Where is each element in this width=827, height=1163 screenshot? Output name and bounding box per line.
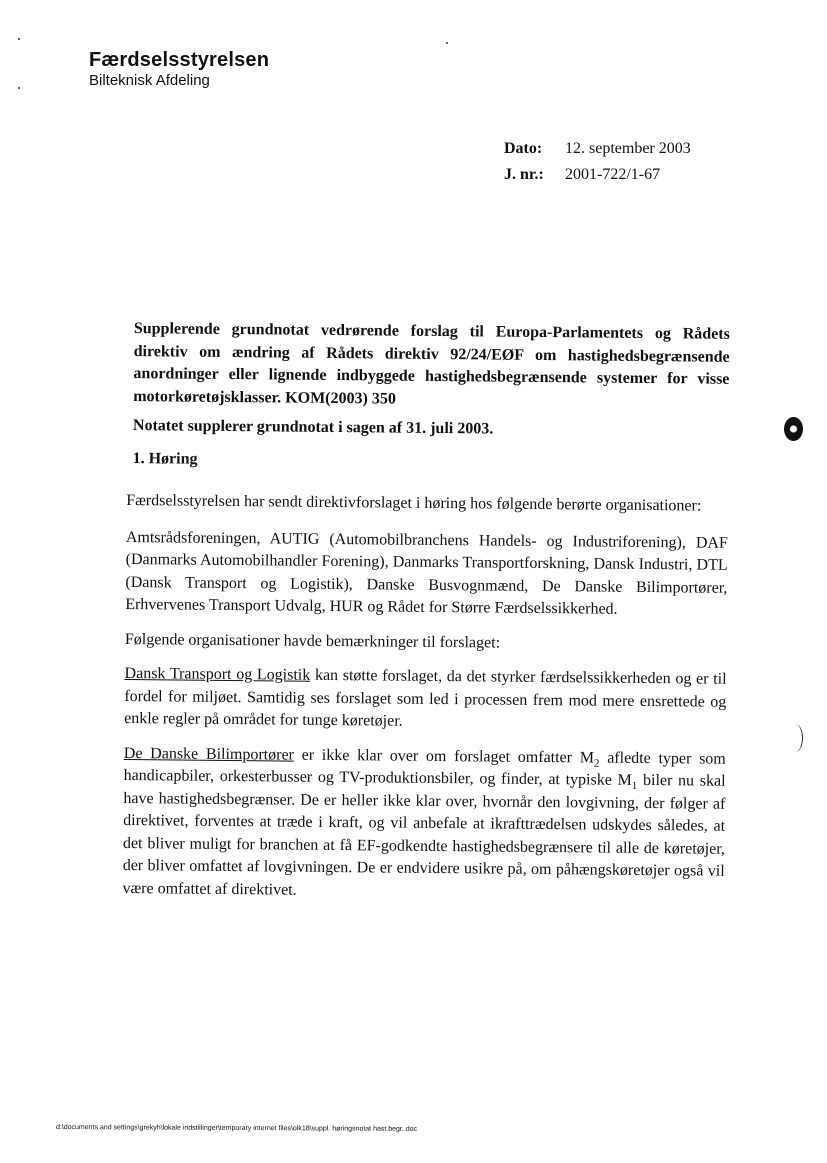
document-title: Supplerende grundnotat vedrørende forslag til Europa-Parlamentets og Rådets direktiv om ændring af Rådets direktiv 92/24/EØF om hastighedsbegrænsende anordninger eller lignende indbyggede hastighedsbegrænsende systemer for visse motorkøretøjsklasser. KOM(2003) 350: [133, 320, 730, 408]
paragraph-ddb: [122, 742, 725, 905]
paragraph-remarks: Følgende organisationer havde bemærkninger til forslaget:: [124, 630, 501, 652]
subscript-m1: 1: [631, 780, 638, 793]
paragraph-organizations: Amtsrådsforeningen, AUTIG (Automobilbranchens Handels- og Industriforening), DAF (Danmarks Automobilhandler Forening), Danmarks Transportforskning, Dansk Industri, DTL (Dansk Transport og Logistik), Danske Busvognmænd, De Danske Bilimportører, Erhvervenes Transport Udvalg, HUR og Rådet for Større Færdselssikkerhed.: [125, 528, 728, 618]
scan-speck: [446, 42, 448, 44]
document-subtitle: Notatet supplerer grundnotat i sagen af 31. juli 2003.: [132, 417, 494, 438]
punch-hole-mark: [784, 417, 803, 441]
ddb-text-3: biler nu skal have hastighedsbegrænser. De er heller ikke klar over, hvornår den lovgivning, der følger af direktivet, forventes at træde i kraft, og vil anbefale at ikrafttrædelsen udskydes således, at det bliver muligt for branchen at få EF-godkendte hastighedsbegrænsere til alle de køretøjer, der bliver omfattet af lovgivningen. De er endvidere usikre på, om påhængskøretøjer også vil være omfattet af direktivet.: [122, 771, 726, 899]
date-row: [504, 136, 691, 162]
paragraph-intro: Færdselsstyrelsen har sendt direktivforslaget i høring hos følgende berørte organisationer:: [126, 491, 702, 515]
organization-name: Færdselsstyrelsen: [89, 49, 270, 71]
document-meta: [504, 136, 691, 188]
ddb-text-2: afledte typer som handicapbiler, orkesterbusser og TV-produktionsbiler, og finder, at typiske M: [123, 749, 726, 789]
org-name-ddb: De Danske Bilimportører: [123, 744, 295, 764]
subscript-m2: 2: [593, 757, 600, 770]
date-value: 12. september 2003: [565, 140, 691, 157]
department-name: Bilteknisk Afdeling: [89, 72, 210, 89]
date-label: Dato:: [504, 140, 543, 157]
margin-bracket-mark: [788, 724, 803, 752]
document-body: [122, 318, 730, 918]
org-name-dtl: Dansk Transport og Logistik: [124, 664, 311, 684]
section-heading-hoering: 1. Høring: [132, 449, 198, 468]
ddb-text-1: er ikke klar over om forslaget omfatter M: [293, 746, 595, 766]
dtl-text: kan støtte forslaget, da det styrker færdselssikkerheden og er til fordel for miljøet. Samtidig ses forslaget som led i processen frem mod mere ensrettede og enkle regler på området for tunge køretøjer.: [124, 666, 727, 730]
scan-speck: [18, 87, 20, 89]
reference-value: 2001-722/1-67: [565, 166, 661, 183]
footer-file-path: d:\documents and settings\grekyh\lokale indstillinger\temporary internet files\olk18\suppl. høringsnotat hast.begr..doc: [55, 1124, 418, 1133]
paragraph-dtl: [124, 663, 727, 736]
scan-speck: [18, 38, 20, 40]
reference-row: [504, 162, 691, 188]
reference-label: J. nr.:: [504, 166, 544, 183]
